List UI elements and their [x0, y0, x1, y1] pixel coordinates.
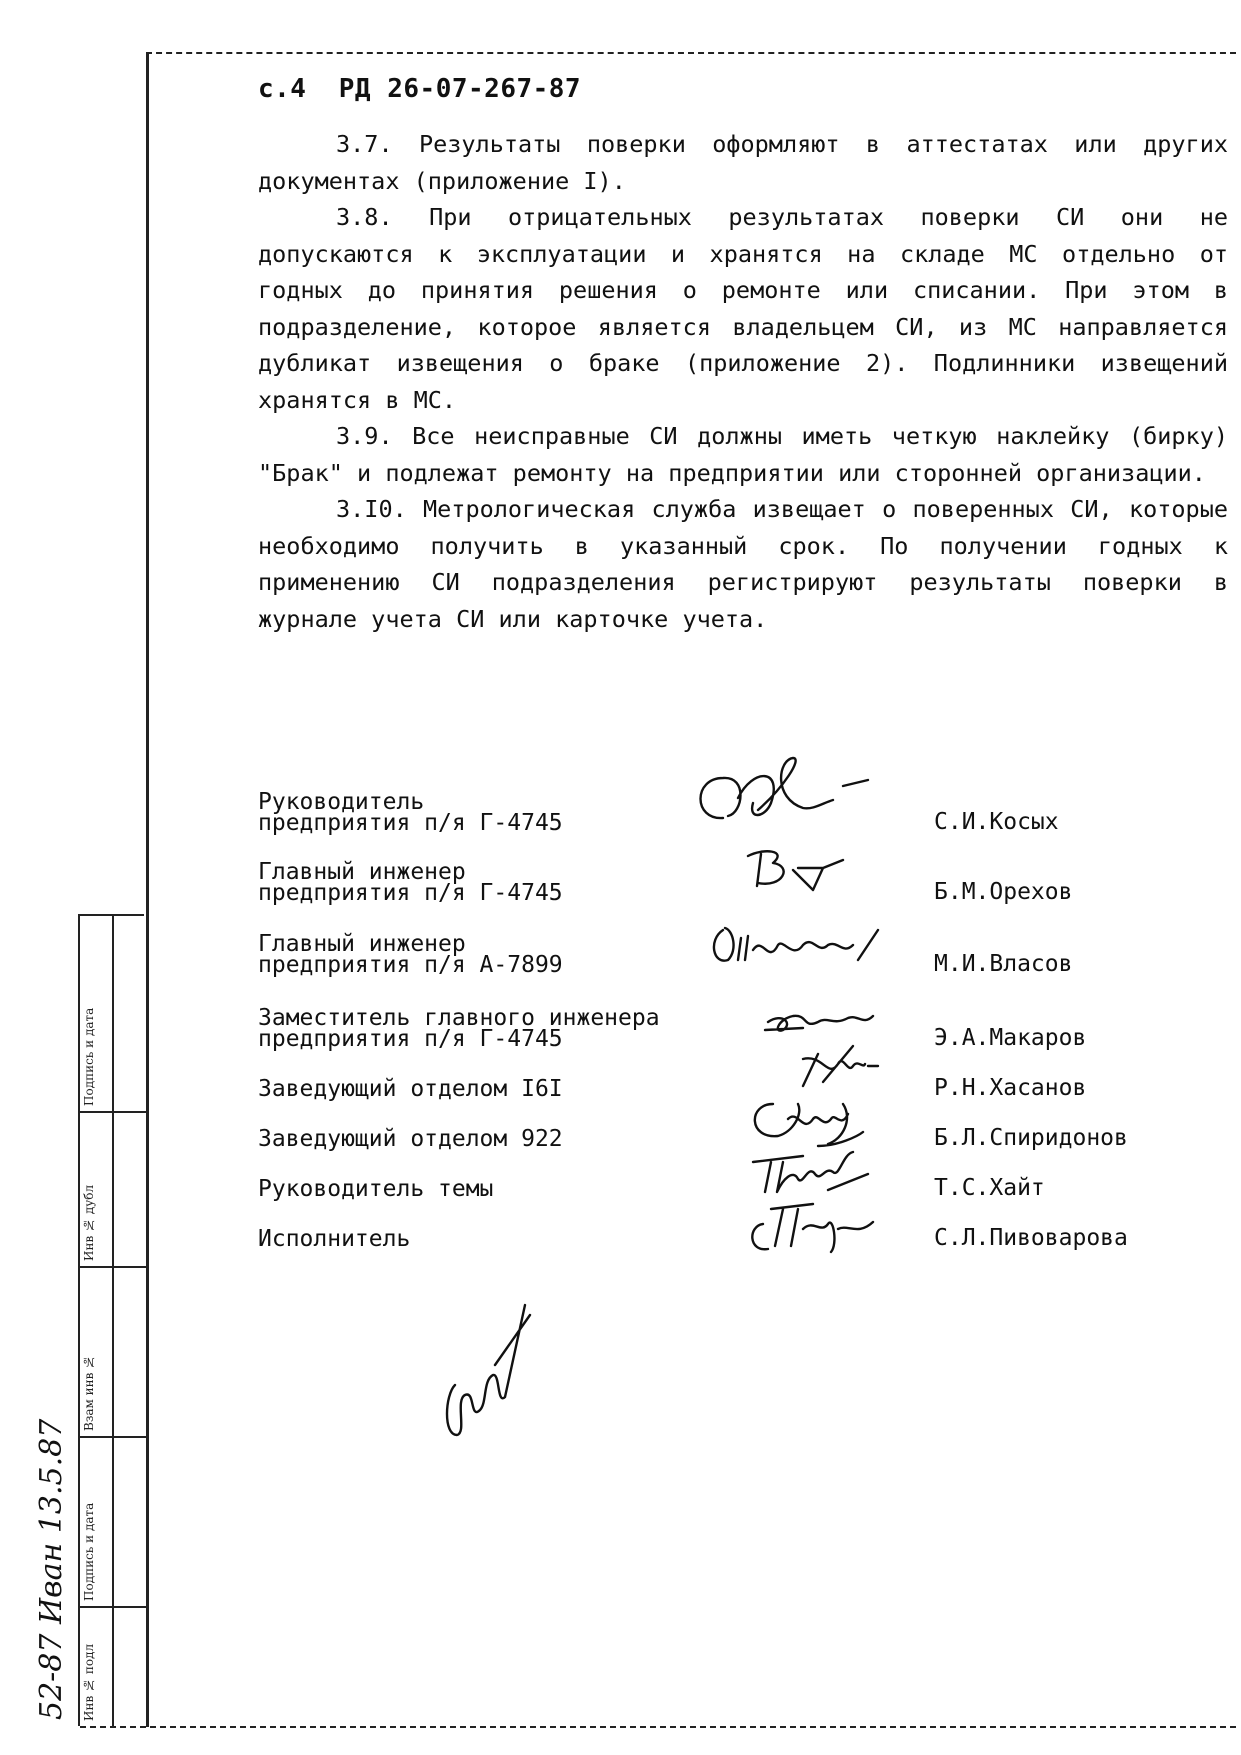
- signatory-name: С.Л.Пивоварова: [934, 1225, 1128, 1251]
- paragraph-3-10: 3.I0. Метрологическая служба извещает о поверенных СИ, которые необходимо получить в указанный срок. По получении годных к применению СИ подразделения регистрируют результаты поверки в журнале учета СИ или карточке учета.: [258, 495, 1228, 633]
- paragraph-3-7: 3.7. Результаты поверки оформляют в аттестатах или других документах (приложение I).: [258, 130, 1228, 195]
- signatory-name: Б.М.Орехов: [934, 879, 1073, 905]
- handwritten-signature: [653, 1174, 893, 1254]
- signatory-name: Э.А.Макаров: [934, 1025, 1087, 1051]
- stamp-handwritten-entry: 52-87 Иван 13.5.87: [34, 1418, 69, 1720]
- stamp-label: Инв № подл: [82, 1643, 96, 1721]
- handwritten-signature: [653, 828, 893, 908]
- signatory-name: С.И.Косых: [934, 809, 1059, 835]
- handwritten-signature: [653, 758, 893, 838]
- signatory-name: Р.Н.Хасанов: [934, 1075, 1087, 1101]
- approval-signature-mark: [425, 1285, 545, 1445]
- signature-row: [258, 858, 1233, 904]
- stamp-label: Взам инв №: [82, 1354, 96, 1431]
- handwritten-signature: [653, 900, 893, 980]
- signatory-title: Заместитель главного инженера предприятия п/я Г-4745: [258, 1005, 660, 1052]
- signatory-title: Главный инженер предприятия п/я А-7899: [258, 931, 563, 978]
- signature-row: [258, 930, 1233, 976]
- signatory-name: М.И.Власов: [934, 951, 1073, 977]
- stamp-label: Подпись и дата: [82, 1007, 96, 1106]
- signatory-title: Заведующий отделом 922: [258, 1126, 563, 1152]
- signatory-title: Заведующий отделом I6I: [258, 1076, 563, 1102]
- stamp-divider: [112, 916, 114, 1726]
- paragraph-3-8: 3.8. При отрицательных результатах поверки СИ они не допускаются к эксплуатации и хранятся на складе МС отдельно от годных до принятия решения о ремонте или списании. При этом в подразделение, которое является владельцем СИ, из МС направляется дубликат извещения о браке (приложение 2). Подлинники извещений хранятся в МС.: [258, 203, 1228, 414]
- frame-top-line: [146, 52, 1236, 54]
- frame-bottom-line: [80, 1726, 1236, 1728]
- signatory-title: Исполнитель: [258, 1226, 411, 1252]
- signatory-name: Б.Л.Спиридонов: [934, 1125, 1128, 1151]
- signatory-title: Главный инженер предприятия п/я Г-4745: [258, 859, 563, 906]
- stamp-label: Инв № дубл: [82, 1184, 96, 1261]
- archive-stamp: [78, 914, 144, 1726]
- signatory-title: Руководитель темы: [258, 1176, 494, 1202]
- page-header: [258, 74, 581, 104]
- frame-left-line: [146, 52, 149, 1727]
- signatory-name: Т.С.Хайт: [934, 1175, 1045, 1201]
- stamp-label: Подпись и дата: [82, 1502, 96, 1601]
- signatory-title: Руководитель предприятия п/я Г-4745: [258, 789, 563, 836]
- paragraph-3-9: 3.9. Все неисправные СИ должны иметь четкую наклейку (бирку) "Брак" и подлежат ремонту на предприятии или сторонней организации.: [258, 422, 1228, 487]
- page-number: с.4: [258, 74, 307, 104]
- body-text: [258, 126, 1228, 637]
- document-code: РД 26-07-267-87: [338, 74, 582, 104]
- signature-row: [258, 1204, 1233, 1250]
